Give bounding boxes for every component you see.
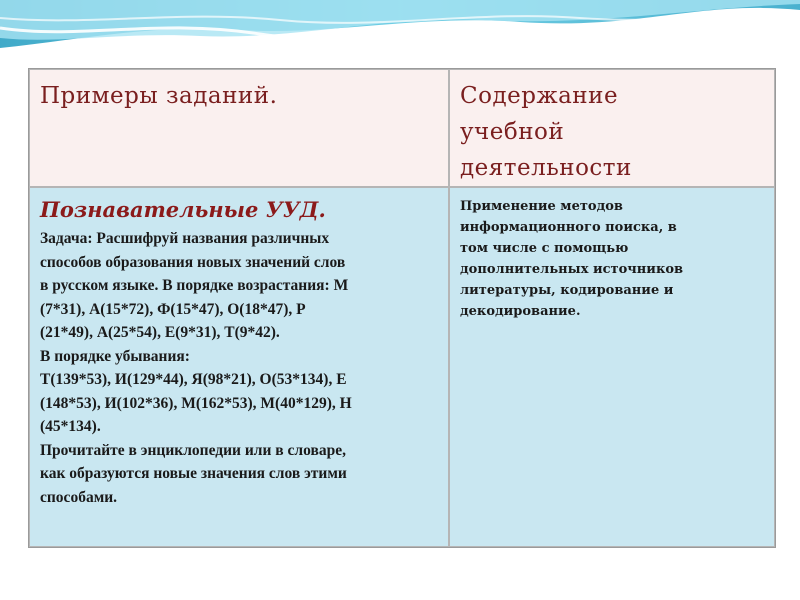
- header-content-text: [460, 78, 764, 186]
- uud-title: Познавательные УУД.: [40, 197, 326, 222]
- header-cell-content: [449, 69, 775, 187]
- activity-line: информационного поиска, в: [460, 220, 677, 235]
- header-content-line: учебной: [460, 119, 565, 145]
- task-line: (7*31), А(15*72), Ф(15*47), О(18*47), Р: [40, 300, 306, 318]
- task-line: (21*49), А(25*54), Е(9*31), Т(9*42).: [40, 324, 280, 341]
- task-line: способами.: [40, 488, 118, 506]
- task-line: Задача: Расшифруй названия различных: [40, 230, 330, 247]
- task-description: [40, 227, 438, 509]
- task-line: в русском языке. В порядке возрастания: М: [40, 277, 349, 294]
- decorative-wave-band: [0, 0, 800, 70]
- activity-line: литературы, кодирование и: [460, 283, 674, 298]
- content-cell: [449, 187, 775, 547]
- header-cell-examples: [29, 69, 449, 187]
- activity-line: декодирование.: [460, 304, 581, 319]
- activity-line: том числе с помощью: [460, 241, 629, 256]
- task-line: В порядке убывания:: [40, 347, 190, 365]
- examples-cell: [29, 187, 449, 547]
- task-line: способов образования новых значений слов: [40, 253, 346, 271]
- task-line: (45*134).: [40, 418, 101, 435]
- activity-line: дополнительных источников: [460, 262, 684, 277]
- header-content-line: деятельности: [460, 155, 632, 181]
- activity-description: [460, 196, 764, 322]
- task-line: (148*53), И(102*36), М(162*53), М(40*129), Н: [40, 394, 352, 412]
- tasks-table: [28, 68, 776, 548]
- task-line: Т(139*53), И(129*44), Я(98*21), О(53*134), Е: [40, 371, 347, 388]
- activity-line: Применение методов: [460, 199, 623, 214]
- task-line: как образуются новые значения слов этими: [40, 465, 347, 482]
- header-examples-text: Примеры заданий.: [40, 83, 278, 109]
- task-line: Прочитайте в энциклопедии или в словаре,: [40, 441, 346, 459]
- header-content-line: Содержание: [460, 83, 619, 109]
